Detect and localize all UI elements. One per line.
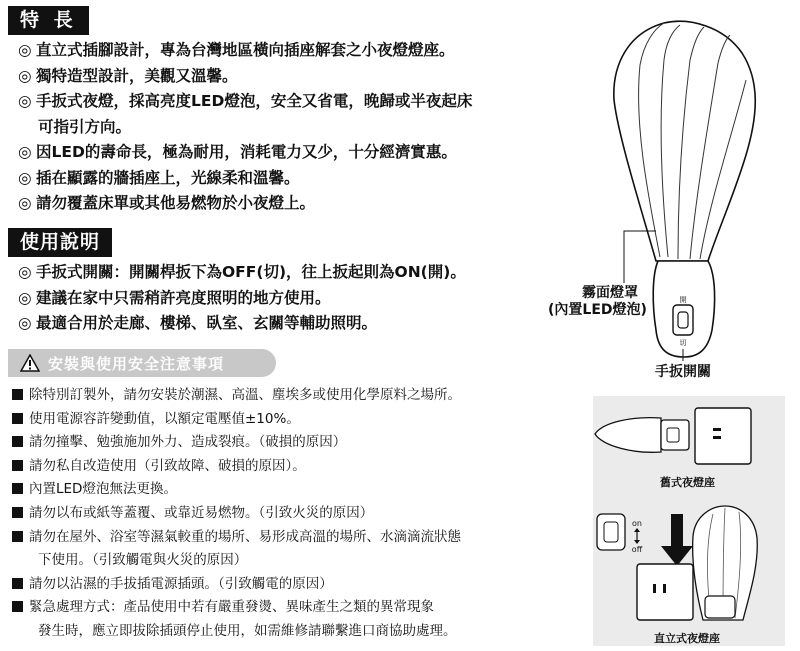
- square-bullet-icon: [12, 601, 23, 612]
- comparison-panel: [593, 396, 785, 646]
- list-item: 緊急處理方式：產品使用中若有嚴重發燙、異味產生之類的異常現象: [12, 596, 461, 620]
- list-item: 除特別訂製外，請勿安裝於潮濕、高溫、塵埃多或使用化學原料之場所。: [12, 384, 461, 408]
- on-text: on: [632, 519, 642, 528]
- comparison-illustration: [593, 396, 785, 646]
- warning-triangle-icon: [20, 354, 40, 372]
- switch-on-mark: 開: [679, 296, 687, 304]
- list-item: 請勿以布或紙等蓋覆、或靠近易燃物。（引致火災的原因）: [12, 502, 461, 526]
- list-item: ◎ 最適合用於走廊、樓梯、臥室、玄關等輔助照明。: [18, 314, 378, 332]
- square-bullet-icon: [12, 578, 23, 589]
- list-item-continuation: 下使用。（引致觸電與火災的原因）: [38, 552, 248, 569]
- safety-title: 安裝與使用安全注意事項: [48, 354, 225, 373]
- list-item: ◎ 因LED的壽命長，極為耐用，消耗電力又少，十分經濟實惠。: [18, 143, 457, 161]
- safety-list: [12, 384, 461, 644]
- shade-label-line1: 霧面燈罩: [582, 285, 638, 301]
- old-style-label: 舊式夜燈座: [660, 476, 715, 489]
- list-item: ◎ 手扳式開關：開關桿扳下為OFF(切)，往上扳起則為ON(開)。: [18, 263, 466, 281]
- list-item: 使用電源容許變動值，以額定電壓值±10%。: [12, 408, 461, 432]
- usage-header: 使用說明: [8, 228, 112, 257]
- list-item: ◎ 建議在家中只需稍許亮度照明的地方使用。: [18, 288, 331, 307]
- square-bullet-icon: [12, 460, 23, 471]
- square-bullet-icon: [12, 389, 23, 400]
- switch-off-mark: 切: [679, 339, 687, 347]
- square-bullet-icon: [12, 436, 23, 447]
- list-item: ◎ 插在顯露的牆插座上，光線柔和溫馨。: [18, 168, 300, 187]
- square-bullet-icon: [12, 507, 23, 518]
- new-style-label: 直立式夜燈座: [654, 632, 720, 645]
- square-bullet-icon: [12, 413, 23, 424]
- list-item: 內置LED燈泡無法更換。: [12, 478, 461, 502]
- list-item: 請勿在屋外、浴室等濕氣較重的場所、易形成高溫的場所、水滴滴流狀態: [12, 526, 461, 550]
- list-item: ◎ 直立式插腳設計，專為台灣地區橫向插座解套之小夜燈燈座。: [18, 41, 455, 59]
- list-item: ◎ 獨特造型設計，美觀又溫馨。: [18, 66, 238, 85]
- night-light-illustration: [548, 5, 800, 385]
- shade-label-line2: (內置LED燈泡): [548, 302, 647, 318]
- list-item-continuation: 發生時，應立即拔除插頭停止使用，如需維修請聯繫進口商協助處理。: [38, 622, 457, 639]
- list-item-continuation: 可指引方向。: [38, 117, 132, 136]
- list-item: ◎ 請勿覆蓋床單或其他易燃物於小夜燈上。: [18, 194, 316, 212]
- features-header: 特 長: [8, 6, 89, 35]
- down-arrow-icon: [661, 514, 693, 566]
- list-item: 請勿以沾濕的手拔插電源插頭。（引致觸電的原因）: [12, 573, 461, 597]
- usage-list: [18, 260, 466, 337]
- list-item: 請勿私自改造使用（引致故障、破損的原因）。: [12, 455, 461, 479]
- switch-label: 手扳開關: [655, 364, 711, 380]
- features-list: [18, 38, 472, 217]
- safety-banner: [8, 349, 276, 377]
- list-item: ◎ 手扳式夜燈，採高亮度LED燈泡，安全又省電，晚歸或半夜起床: [18, 92, 473, 110]
- list-item: 請勿撞擊、勉強施加外力、造成裂痕。（破損的原因）: [12, 431, 461, 455]
- off-text: off: [631, 545, 643, 554]
- square-bullet-icon: [12, 531, 23, 542]
- square-bullet-icon: [12, 483, 23, 494]
